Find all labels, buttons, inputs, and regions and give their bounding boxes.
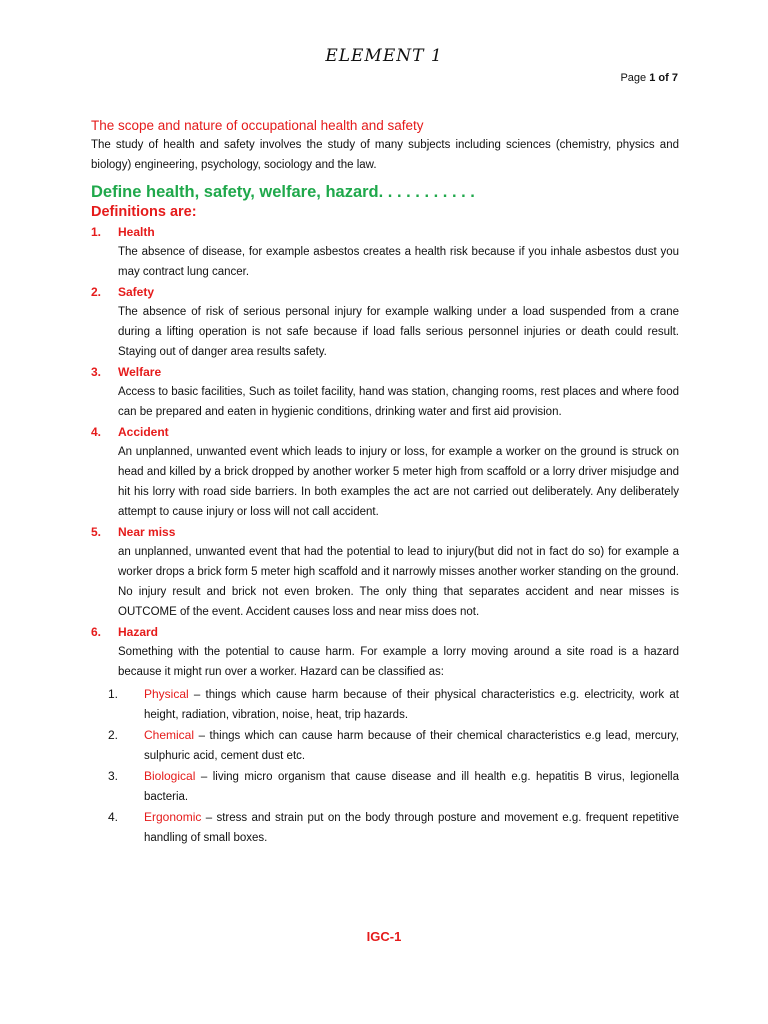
definition-text: The absence of risk of serious personal injury for example walking under a load suspended from a crane during a lifting operation is not safe because if load falls serious personnel injuries or death could result. Staying out of danger area results safety. — [118, 306, 679, 358]
document-content — [91, 118, 679, 848]
definition-number: 6. — [91, 625, 102, 639]
hazard-type-text: – things which can cause harm because of their chemical characteristics e.g lead, mercury, sulphuric acid, cement dust etc. — [144, 730, 679, 762]
hazard-types-list — [108, 684, 679, 848]
page-current: 1 — [649, 72, 656, 84]
hazard-type-number: 1. — [108, 687, 119, 701]
definition-number: 2. — [91, 285, 102, 299]
hazard-type-label: Physical — [144, 687, 189, 701]
definition-number: 4. — [91, 425, 102, 439]
definition-text: Something with the potential to cause harm. For example a lorry moving around a site road is a hazard because it might run over a worker. Hazard can be classified as: — [118, 646, 679, 678]
definition-text: An unplanned, unwanted event which leads to injury or loss, for example a worker on the ground is struck on head and killed by a brick dropped by another worker 5 meter high from scaffold or a lorry driver misjudge and hit his lorry with road side barriers. In both examples the act are not carried out deliberately. Any deliberately attempt to cause injury or loss will not call accident. — [118, 446, 679, 518]
hazard-type-label: Chemical — [144, 728, 195, 742]
hazard-type-number: 2. — [108, 728, 119, 742]
definition-label: Welfare — [118, 365, 162, 379]
definition-accident — [91, 422, 679, 522]
definition-near-miss — [91, 522, 679, 622]
page-total: 7 — [671, 72, 678, 84]
definition-hazard — [91, 622, 679, 848]
definition-welfare — [91, 362, 679, 422]
page-label: Page — [620, 72, 647, 84]
definitions-list — [91, 222, 679, 848]
definition-health — [91, 222, 679, 282]
definition-text: an unplanned, unwanted event that had the potential to lead to injury(but did not in fact do so) for example a worker drops a brick form 5 meter high scaffold and it narrowly misses another worker standing on the ground. No injury result and brick not even broken. The only thing that separates accident and near misses is OUTCOME of the event. Accident causes loss and near miss does not. — [118, 546, 679, 618]
page-of: of — [658, 72, 669, 84]
hazard-type-number: 4. — [108, 810, 119, 824]
define-heading: Define health, safety, welfare, hazard. . . . . . . . . . . — [91, 183, 475, 201]
document-title: ELEMENT 1 — [325, 46, 443, 66]
definition-number: 1. — [91, 225, 102, 239]
definition-label: Hazard — [118, 625, 159, 639]
definition-safety — [91, 282, 679, 362]
hazard-type-chemical — [108, 725, 679, 766]
hazard-type-physical — [108, 684, 679, 725]
page-number — [620, 72, 678, 84]
definition-label: Accident — [118, 425, 169, 439]
hazard-type-ergonomic — [108, 807, 679, 848]
definition-label: Near miss — [118, 525, 176, 539]
hazard-type-label: Biological — [144, 769, 196, 783]
hazard-type-text: – things which cause harm because of their physical characteristics e.g. electricity, work at height, radiation, vibration, noise, heat, trip hazards. — [144, 689, 679, 721]
hazard-type-biological — [108, 766, 679, 807]
intro-heading: The scope and nature of occupational health and safety — [91, 118, 424, 133]
hazard-type-number: 3. — [108, 769, 119, 783]
hazard-type-text: – living micro organism that cause disease and ill health e.g. hepatitis B virus, legionella bacteria. — [144, 771, 679, 803]
definition-label: Health — [118, 225, 155, 239]
document-footer: IGC-1 — [366, 929, 402, 944]
intro-text: The study of health and safety involves the study of many subjects including sciences (chemistry, physics and biology) engineering, psychology, sociology and the law. — [91, 139, 679, 171]
definition-number: 5. — [91, 525, 102, 539]
definition-label: Safety — [118, 285, 155, 299]
definition-text: The absence of disease, for example asbestos creates a health risk because if you inhale asbestos dust you may contract lung cancer. — [118, 246, 679, 278]
definitions-heading: Definitions are: — [91, 204, 197, 220]
hazard-type-label: Ergonomic — [144, 810, 202, 824]
definition-text: Access to basic facilities, Such as toilet facility, hand was station, changing rooms, rest places and where food can be prepared and eaten in hygienic conditions, drinking water and first aid provision. — [118, 386, 679, 418]
hazard-type-text: – stress and strain put on the body through posture and movement e.g. frequent repetitive handling of small boxes. — [144, 812, 679, 844]
definition-number: 3. — [91, 365, 102, 379]
